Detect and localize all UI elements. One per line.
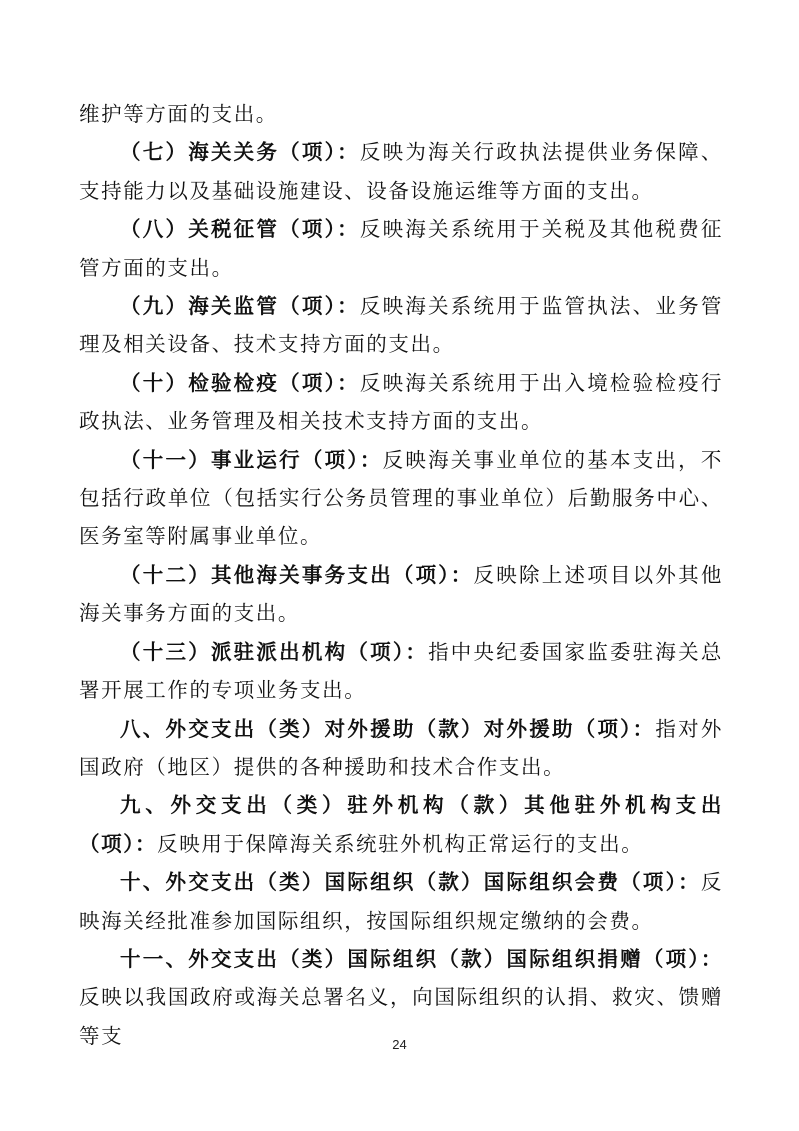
paragraph-text: 反映海关经批准参加国际组织，按国际组织规定缴纳的会费。: [79, 870, 723, 933]
paragraph-text: 维护等方面的支出。: [79, 102, 278, 126]
paragraph-heading: （八）关税征管（项）：: [120, 217, 360, 242]
paragraph: [79, 633, 723, 710]
document-body: [79, 95, 723, 1055]
paragraph: [79, 133, 723, 210]
paragraph: [79, 863, 723, 940]
paragraph: [79, 710, 723, 787]
paragraph-text: 指对外国政府（地区）提供的各种援助和技术合作支出。: [79, 716, 723, 779]
paragraph-heading: （十三）派驻派出机构（项）：: [120, 639, 429, 664]
paragraph-text: 反映除上述项目以外其他海关事务方面的支出。: [79, 562, 723, 626]
paragraph: [79, 210, 723, 287]
paragraph-heading: （九）海关监管（项）：: [120, 294, 360, 319]
paragraph: [79, 287, 723, 364]
paragraph-heading: （十一）事业运行（项）：: [120, 447, 383, 472]
paragraph-heading: 十一、外交支出（类）国际组织（款）国际组织捐赠（项）：: [120, 946, 723, 971]
paragraph: [79, 556, 723, 633]
paragraph-text: 反映海关系统用于出入境检验检疫行政执法、业务管理及相关技术支持方面的支出。: [79, 370, 723, 434]
paragraph: [79, 786, 723, 863]
page-number: 24: [392, 1037, 407, 1052]
paragraph-text: 反映海关系统用于关税及其他税费征管方面的支出。: [79, 217, 723, 280]
paragraph-text: 反映为海关行政执法提供业务保障、支持能力以及基础设施建设、设备设施运维等方面的支出。: [79, 140, 723, 203]
paragraph-heading: （十二）其他海关事务支出（项）：: [120, 562, 474, 587]
paragraph: [79, 95, 723, 133]
paragraph-text: 反映海关系统用于监管执法、业务管理及相关设备、技术支持方面的支出。: [79, 294, 723, 357]
paragraph-heading: 八、外交支出（类）对外援助（款）对外援助（项）：: [120, 716, 656, 741]
paragraph-text: 反映用于保障海关系统驻外机构正常运行的支出。: [157, 831, 644, 856]
paragraph-heading: （十）检验检疫（项）：: [120, 370, 360, 395]
paragraph-heading: （七）海关关务（项）：: [120, 140, 360, 165]
paragraph-text: 反映以我国政府或海关总署名义，向国际组织的认捐、救灾、馈赠等支: [79, 985, 723, 1048]
paragraph-heading: 九、外交支出（类）驻外机构（款）其他驻外机构支出（项）：: [79, 793, 723, 856]
paragraph: [79, 441, 723, 556]
paragraph: [79, 364, 723, 441]
paragraph-heading: 十、外交支出（类）国际组织（款）国际组织会费（项）：: [120, 870, 701, 895]
paragraph-text: 反映海关事业单位的基本支出，不包括行政单位（包括实行公务员管理的事业单位）后勤服务中心、医务室等附属事业单位。: [79, 447, 724, 549]
paragraph-text: 指中央纪委国家监委驻海关总署开展工作的专项业务支出。: [79, 639, 723, 703]
